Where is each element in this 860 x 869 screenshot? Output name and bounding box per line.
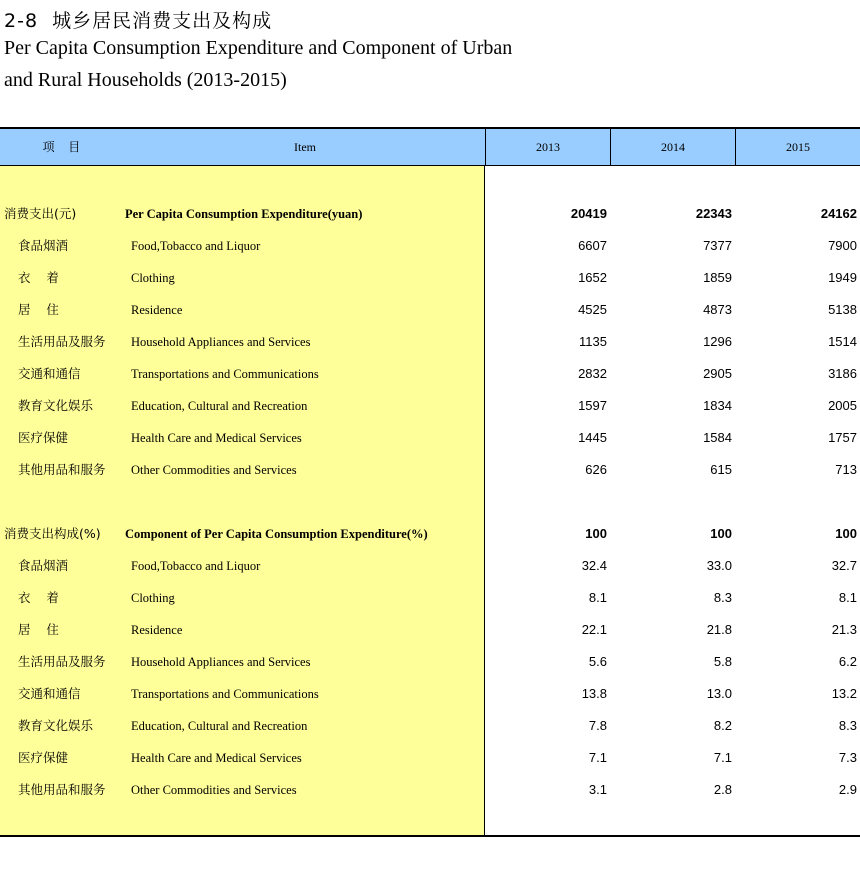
cell-value: 1949 — [828, 270, 857, 285]
cell-value: 13.8 — [581, 686, 607, 701]
table-row — [0, 678, 860, 710]
row-label-en: Clothing — [131, 591, 175, 605]
cell-value: 8.3 — [838, 718, 857, 733]
row-label-en: Transportations and Communications — [131, 687, 319, 701]
table-row — [0, 454, 860, 486]
section-total-value: 24162 — [820, 206, 857, 221]
cell-value: 615 — [710, 462, 732, 477]
table-header — [0, 129, 860, 166]
cell-value: 2.9 — [838, 782, 857, 797]
row-label-cn: 其他用品和服务 — [18, 462, 106, 477]
header-year-2014: 2014 — [610, 129, 735, 165]
cell-value: 2905 — [703, 366, 732, 381]
cell-value: 6.2 — [838, 654, 857, 669]
title-en-line1: Per Capita Consumption Expenditure and Component of Urban — [4, 37, 513, 59]
row-label-cn: 其他用品和服务 — [18, 782, 106, 797]
row-label-cn: 医疗保健 — [18, 430, 69, 445]
cell-value: 32.7 — [831, 558, 857, 573]
row-label-cn: 生活用品及服务 — [18, 334, 106, 349]
cell-value: 32.4 — [581, 558, 607, 573]
cell-value: 5.8 — [713, 654, 732, 669]
cell-value: 1296 — [703, 334, 732, 349]
row-label-en: Residence — [131, 623, 183, 637]
section-header-row — [0, 198, 860, 230]
section-header-row — [0, 518, 860, 550]
cell-value: 7.1 — [588, 750, 607, 765]
row-label-cn: 衣 着 — [18, 270, 59, 285]
cell-value: 22.1 — [581, 622, 607, 637]
cell-value: 7.8 — [588, 718, 607, 733]
section-label-en: Per Capita Consumption Expenditure(yuan) — [125, 207, 363, 221]
cell-value: 1514 — [828, 334, 857, 349]
cell-value: 8.3 — [713, 590, 732, 605]
row-label-cn: 教育文化娱乐 — [18, 398, 94, 413]
row-label-cn: 医疗保健 — [18, 750, 69, 765]
cell-value: 5138 — [828, 302, 857, 317]
table-row — [0, 710, 860, 742]
cell-value: 713 — [835, 462, 857, 477]
section-total-value: 100 — [585, 526, 607, 541]
cell-value: 2.8 — [713, 782, 732, 797]
cell-value: 2832 — [578, 366, 607, 381]
cell-value: 13.0 — [706, 686, 732, 701]
table-row — [0, 774, 860, 806]
row-label-en: Other Commodities and Services — [131, 783, 297, 797]
row-label-en: Household Appliances and Services — [131, 335, 311, 349]
header-item-en: Item — [294, 140, 316, 154]
row-label-en: Transportations and Communications — [131, 367, 319, 381]
row-label-en: Education, Cultural and Recreation — [131, 719, 308, 733]
row-label-cn: 食品烟酒 — [18, 558, 69, 573]
row-label-cn: 教育文化娱乐 — [18, 718, 94, 733]
table-row — [0, 358, 860, 390]
table-row — [0, 742, 860, 774]
row-label-en: Clothing — [131, 271, 175, 285]
cell-value: 4873 — [703, 302, 732, 317]
cell-value: 7.1 — [713, 750, 732, 765]
cell-value: 1135 — [579, 334, 607, 349]
cell-value: 13.2 — [831, 686, 857, 701]
section-total-value: 20419 — [570, 206, 607, 221]
row-label-en: Residence — [131, 303, 183, 317]
cell-value: 33.0 — [706, 558, 732, 573]
table-row — [0, 422, 860, 454]
cell-value: 7900 — [828, 238, 857, 253]
cell-value: 626 — [585, 462, 607, 477]
row-label-en: Health Care and Medical Services — [131, 431, 302, 445]
section-label-en: Component of Per Capita Consumption Expenditure(%) — [125, 527, 428, 541]
statistics-table — [0, 127, 860, 837]
cell-value: 8.1 — [838, 590, 857, 605]
row-label-en: Food,Tobacco and Liquor — [131, 239, 261, 253]
row-label-en: Health Care and Medical Services — [131, 751, 302, 765]
header-year-2015: 2015 — [735, 129, 860, 165]
section-label-cn: 消费支出构成(%) — [4, 526, 101, 541]
table-row — [0, 390, 860, 422]
table-row — [0, 294, 860, 326]
row-label-en: Other Commodities and Services — [131, 463, 297, 477]
cell-value: 1757 — [828, 430, 857, 445]
cell-value: 1445 — [578, 430, 607, 445]
header-year-2013: 2013 — [485, 129, 610, 165]
row-label-cn: 食品烟酒 — [18, 238, 69, 253]
section-total-value: 22343 — [695, 206, 732, 221]
cell-value: 3.1 — [588, 782, 607, 797]
section-total-value: 100 — [835, 526, 857, 541]
cell-value: 21.8 — [706, 622, 732, 637]
row-label-cn: 居 住 — [18, 622, 59, 637]
section-label-cn: 消费支出(元) — [4, 206, 77, 221]
cell-value: 8.2 — [713, 718, 732, 733]
row-label-cn: 交通和通信 — [18, 366, 81, 381]
cell-value: 7377 — [703, 238, 732, 253]
row-label-cn: 居 住 — [18, 302, 59, 317]
row-label-en: Household Appliances and Services — [131, 655, 311, 669]
cell-value: 1597 — [578, 398, 607, 413]
row-label-en: Education, Cultural and Recreation — [131, 399, 308, 413]
table-row — [0, 262, 860, 294]
cell-value: 8.1 — [588, 590, 607, 605]
header-item-cn: 项 目 — [42, 140, 83, 154]
table-row — [0, 614, 860, 646]
cell-value: 1859 — [703, 270, 732, 285]
table-row — [0, 646, 860, 678]
row-label-en: Food,Tobacco and Liquor — [131, 559, 261, 573]
section-total-value: 100 — [710, 526, 732, 541]
cell-value: 7.3 — [838, 750, 857, 765]
table-row — [0, 326, 860, 358]
cell-value: 4525 — [578, 302, 607, 317]
table-row — [0, 582, 860, 614]
cell-value: 1834 — [703, 398, 732, 413]
cell-value: 2005 — [828, 398, 857, 413]
cell-value: 3186 — [828, 366, 857, 381]
row-label-cn: 交通和通信 — [18, 686, 81, 701]
row-label-cn: 衣 着 — [18, 590, 59, 605]
cell-value: 21.3 — [831, 622, 857, 637]
row-label-cn: 生活用品及服务 — [18, 654, 106, 669]
title-en-line2: and Rural Households (2013-2015) — [4, 69, 287, 91]
table-row — [0, 550, 860, 582]
cell-value: 1584 — [703, 430, 732, 445]
cell-value: 6607 — [578, 238, 607, 253]
table-number-title-cn: 2-8 城乡居民消费支出及构成 — [4, 10, 273, 32]
table-row — [0, 230, 860, 262]
cell-value: 1652 — [578, 270, 607, 285]
cell-value: 5.6 — [588, 654, 607, 669]
